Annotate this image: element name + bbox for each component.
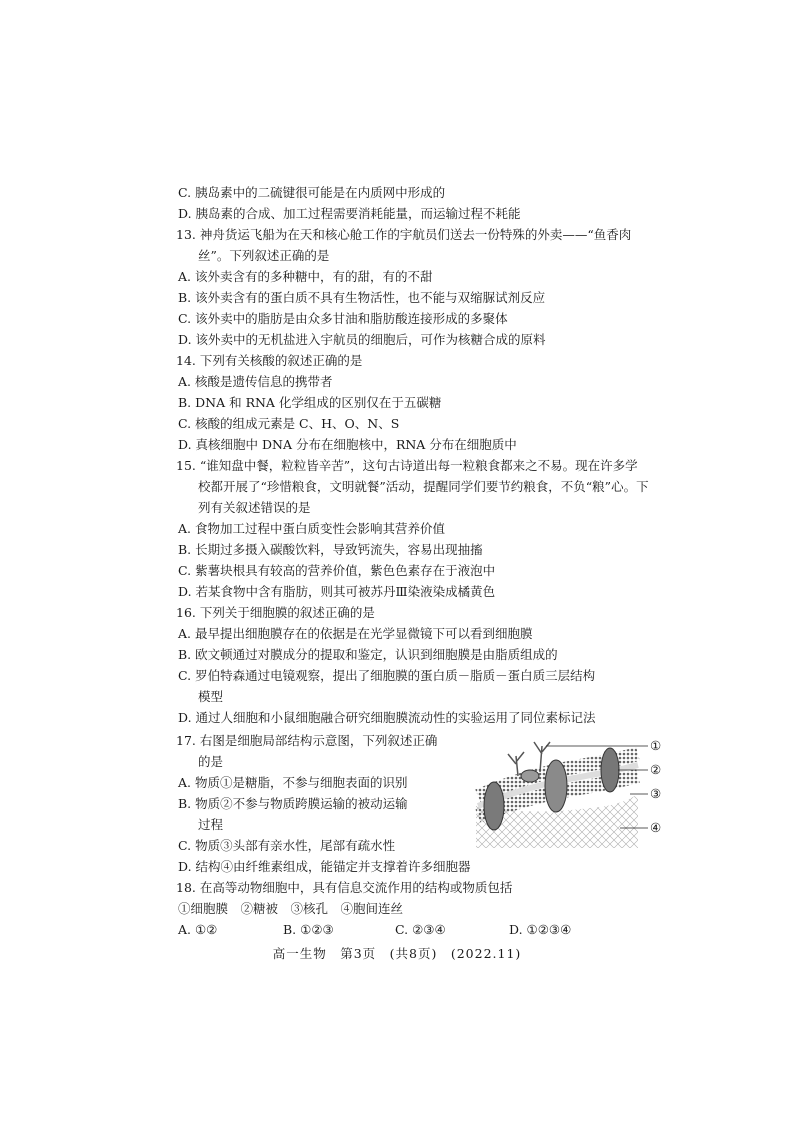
text-line: C. 核酸的组成元素是 C、H、O、N、S [178, 416, 400, 431]
text-line: 校都开展了“珍惜粮食，文明就餐”活动，提醒同学们要节约粮食，不负“粮”心。下 [198, 479, 649, 494]
text-line: D. 通过人细胞和小鼠细胞融合研究细胞膜流动性的实验运用了同位素标记法 [178, 710, 596, 725]
text-line: 14. 下列有关核酸的叙述正确的是 [176, 353, 363, 368]
text-line: 过程 [198, 817, 224, 832]
figure-label-2: ② [650, 762, 662, 777]
text-line: 13. 神舟货运飞船为在天和核心舱工作的宇航员们送去一份特殊的外卖——“鱼香肉 [176, 227, 632, 242]
text-line: A. 该外卖含有的多种糖中，有的甜，有的不甜 [178, 269, 433, 284]
figure-label-4: ④ [650, 820, 662, 835]
text-line: C. 该外卖中的脂肪是由众多甘油和脂肪酸连接形成的多聚体 [178, 311, 508, 326]
text-line: 的是 [198, 754, 224, 769]
figure-label-3: ③ [650, 786, 662, 801]
text-line: B. DNA 和 RNA 化学组成的区别仅在于五碳糖 [178, 395, 442, 410]
text-line: D. 若某食物中含有脂肪，则其可被苏丹Ⅲ染液染成橘黄色 [178, 584, 496, 599]
q18-option-a: A. ①② [178, 922, 218, 937]
text-line: B. 该外卖含有的蛋白质不具有生物活性，也不能与双缩脲试剂反应 [178, 290, 546, 305]
text-line: A. 食物加工过程中蛋白质变性会影响其营养价值 [178, 521, 445, 536]
cell-membrane-illustration [470, 736, 666, 848]
text-line: A. 最早提出细胞膜存在的依据是在光学显微镜下可以看到细胞膜 [178, 626, 533, 641]
text-line: A. 物质①是糖脂，不参与细胞表面的识别 [178, 775, 408, 790]
text-line: D. 胰岛素的合成、加工过程需要消耗能量，而运输过程不耗能 [178, 206, 521, 221]
text-line: C. 物质③头部有亲水性，尾部有疏水性 [178, 838, 396, 853]
text-line: C. 罗伯特森通过电镜观察，提出了细胞膜的蛋白质－脂质－蛋白质三层结构 [178, 668, 596, 683]
cell-membrane-diagram [470, 736, 666, 848]
text-line: 15. “谁知盘中餐，粒粒皆辛苦”，这句古诗道出每一粒粮食都来之不易。现在许多学 [176, 458, 638, 473]
text-line: D. 结构④由纤维素组成，能锚定并支撑着许多细胞器 [178, 859, 471, 874]
q18-option-b: B. ①②③ [283, 922, 334, 937]
text-line: 丝”。下列叙述正确的是 [198, 248, 330, 263]
text-line: 16. 下列关于细胞膜的叙述正确的是 [176, 605, 375, 620]
text-line: B. 欧文顿通过对膜成分的提取和鉴定，认识到细胞膜是由脂质组成的 [178, 647, 558, 662]
figure-label-1: ① [650, 738, 662, 753]
text-line: 列有关叙述错误的是 [198, 500, 311, 515]
q18-option-d: D. ①②③④ [509, 922, 572, 937]
text-line: ①细胞膜 ②糖被 ③核孔 ④胞间连丝 [178, 901, 404, 916]
q18-option-c: C. ②③④ [395, 922, 446, 937]
text-line: D. 真核细胞中 DNA 分布在细胞核中，RNA 分布在细胞质中 [178, 437, 517, 452]
text-line: B. 物质②不参与物质跨膜运输的被动运输 [178, 796, 408, 811]
page-footer: 高一生物 第3页 (共8页) (2022.11) [272, 946, 522, 961]
text-line: C. 胰岛素中的二硫键很可能是在内质网中形成的 [178, 185, 446, 200]
text-line: D. 该外卖中的无机盐进入宇航员的细胞后，可作为核糖合成的原料 [178, 332, 546, 347]
text-line: A. 核酸是遗传信息的携带者 [178, 374, 333, 389]
text-line: C. 紫薯块根具有较高的营养价值，紫色色素存在于液泡中 [178, 563, 496, 578]
text-line: 17. 右图是细胞局部结构示意图，下列叙述正确 [176, 733, 438, 748]
text-line: B. 长期过多摄入碳酸饮料，导致钙流失，容易出现抽搐 [178, 542, 483, 557]
text-line: 18. 在高等动物细胞中，具有信息交流作用的结构或物质包括 [176, 880, 513, 895]
text-line: 模型 [198, 689, 224, 704]
